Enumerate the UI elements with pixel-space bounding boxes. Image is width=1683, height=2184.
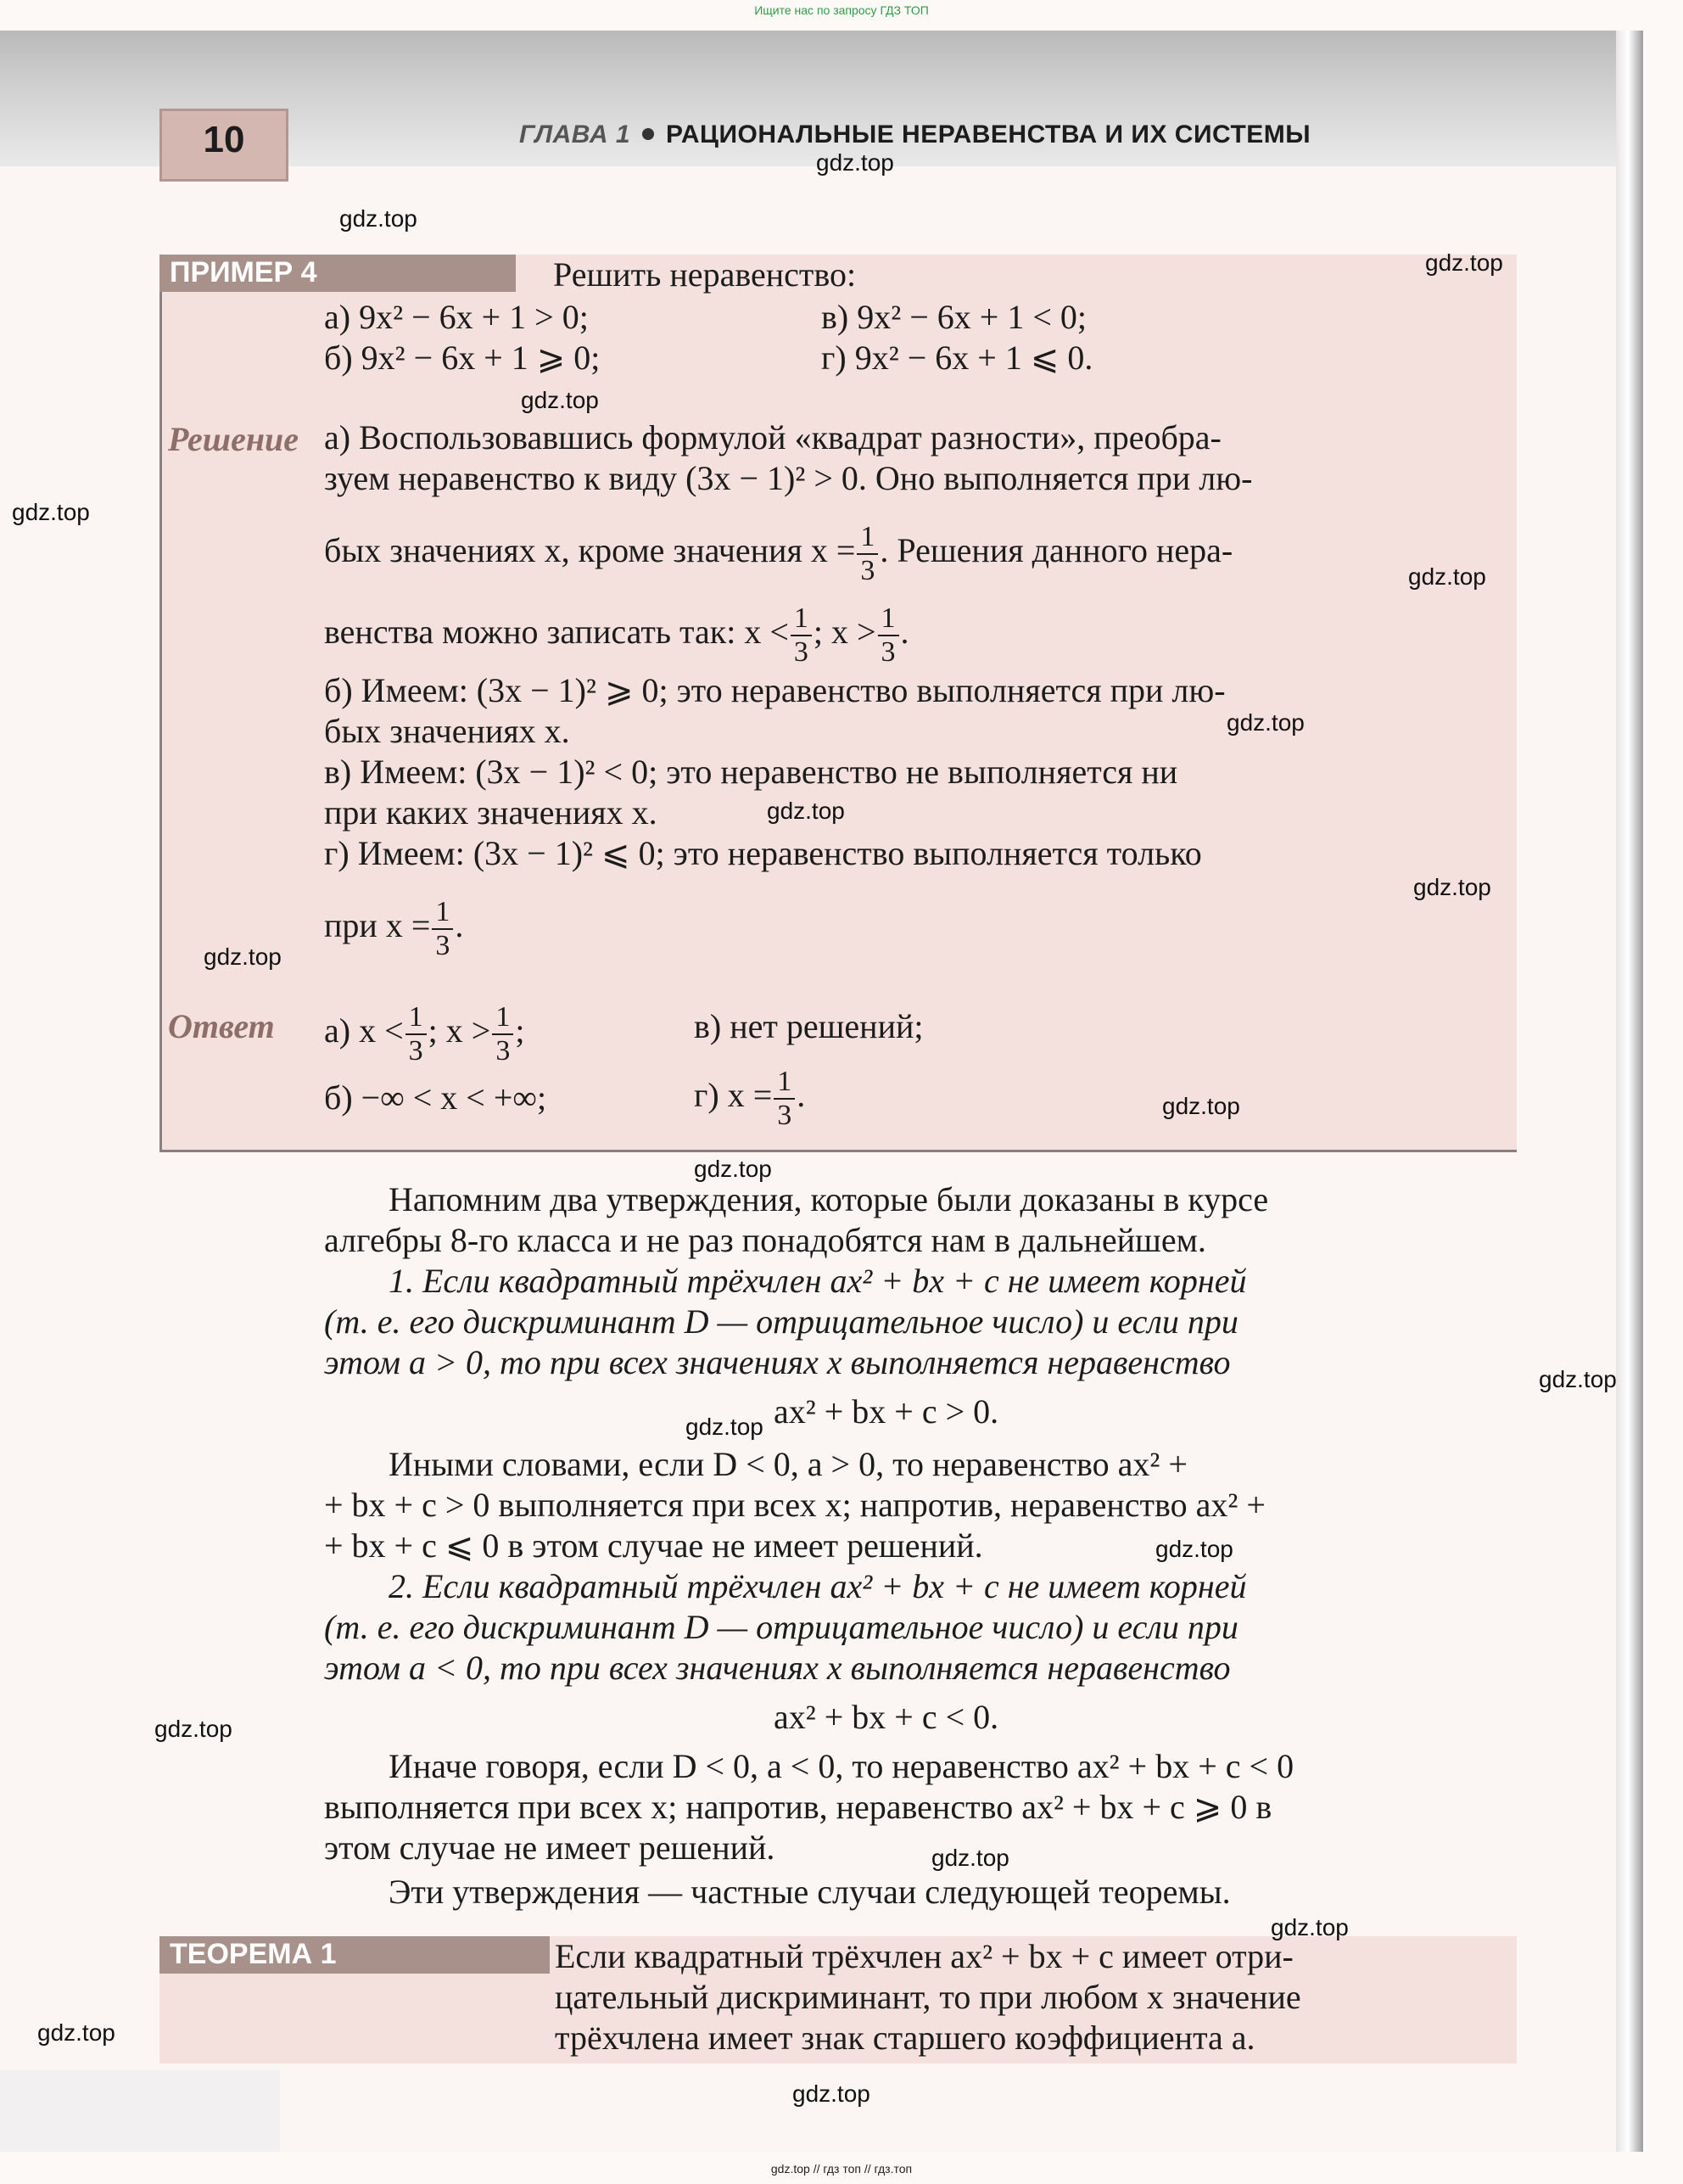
fraction-numerator: 1	[405, 1001, 427, 1035]
solution-text: венства можно записать так: x <	[324, 613, 789, 652]
solution-text: .	[900, 613, 909, 652]
statement-line: (т. е. его дискриминант D — отрицательное число) и если при	[324, 1302, 1238, 1341]
fraction-numerator: 1	[878, 602, 899, 636]
solution-line: б) Имеем: (3x − 1)² ⩾ 0; это неравенство выполняется при лю-	[324, 671, 1226, 709]
watermark: gdz.top	[767, 798, 845, 824]
fraction-denominator: 3	[881, 636, 896, 668]
watermark: gdz.top	[1162, 1093, 1240, 1119]
watermark: gdz.top	[339, 205, 417, 232]
answer-item-b: б) −∞ < x < +∞;	[324, 1078, 547, 1117]
solution-label: Решение	[168, 420, 299, 458]
bottom-note: gdz.top // гдз топ // гдз.топ	[770, 2162, 913, 2176]
fraction-denominator: 3	[408, 1035, 423, 1067]
body-line: алгебры 8-го класса и не раз понадобятся нам в дальнейшем.	[324, 1221, 1206, 1259]
fraction-denominator: 3	[860, 555, 875, 586]
watermark: gdz.top	[1271, 1914, 1349, 1940]
book-spine	[1616, 31, 1643, 2152]
solution-text: при x =	[324, 906, 431, 945]
body-line: Иными словами, если D < 0, a > 0, то неравенство ax² +	[389, 1445, 1188, 1483]
watermark: gdz.top	[931, 1845, 1009, 1871]
watermark: gdz.top	[154, 1716, 232, 1742]
statement-formula: ax² + bx + c < 0.	[774, 1698, 999, 1736]
body-line: Иначе говоря, если D < 0, a < 0, то неравенство ax² + bx + c < 0	[389, 1747, 1294, 1785]
statement-line: этом a > 0, то при всех значениях x выполняется неравенство	[324, 1343, 1231, 1381]
body-line: Эти утверждения — частные случаи следующей теоремы.	[389, 1873, 1231, 1911]
fraction	[492, 1001, 513, 1067]
answer-text: .	[797, 1076, 806, 1115]
watermark: gdz.top	[694, 1156, 772, 1182]
chapter-header	[519, 120, 1311, 149]
fraction	[791, 602, 812, 669]
statement-line: 2. Если квадратный трёхчлен ax² + bx + c не имеет корней	[389, 1567, 1247, 1605]
example-item-a: а) 9x² − 6x + 1 > 0;	[324, 298, 589, 336]
fraction-denominator: 3	[435, 930, 450, 961]
answer-text: ;	[515, 1011, 525, 1050]
fraction-numerator: 1	[774, 1066, 795, 1100]
watermark: gdz.top	[1539, 1366, 1617, 1392]
solution-text: ; x >	[813, 613, 876, 652]
solution-text: .	[455, 906, 464, 945]
fraction-numerator: 1	[432, 896, 453, 930]
fraction-numerator: 1	[791, 602, 812, 636]
example-item-g: г) 9x² − 6x + 1 ⩽ 0.	[821, 339, 1093, 377]
theorem-line: цательный дискриминант, то при любом x значение	[555, 1978, 1301, 2016]
answer-line	[694, 1066, 805, 1132]
watermark: gdz.top	[37, 2019, 115, 2046]
watermark: gdz.top	[204, 944, 282, 970]
watermark: gdz.top	[792, 2080, 870, 2107]
fraction-denominator: 3	[495, 1035, 511, 1067]
answer-text: г) x =	[694, 1076, 773, 1115]
fraction-numerator: 1	[492, 1001, 513, 1035]
page-margin-tab	[0, 2070, 280, 2152]
example-item-b: б) 9x² − 6x + 1 ⩾ 0;	[324, 339, 601, 377]
example-tag: ПРИМЕР 4	[159, 255, 516, 292]
solution-line: зуем неравенство к виду (3x − 1)² > 0. Оно выполняется при лю-	[324, 459, 1253, 497]
solution-line: бых значениях x.	[324, 712, 570, 750]
fraction	[857, 521, 878, 587]
body-line: Напомним два утверждения, которые были доказаны в курсе	[389, 1180, 1269, 1218]
watermark: gdz.top	[1413, 874, 1491, 900]
watermark: gdz.top	[521, 387, 599, 413]
example-task: Решить неравенство:	[553, 255, 857, 294]
body-line: выполняется при всех x; напротив, неравенство ax² + bx + c ⩾ 0 в	[324, 1788, 1272, 1826]
watermark: gdz.top	[1425, 249, 1503, 276]
solution-text: бых значениях x, кроме значения x =	[324, 531, 856, 570]
answer-text: а) x <	[324, 1011, 404, 1050]
body-line: этом случае не имеет решений.	[324, 1828, 775, 1867]
body-line: + bx + c > 0 выполняется при всех x; напротив, неравенство ax² +	[324, 1486, 1266, 1524]
answer-item-v: в) нет решений;	[694, 1007, 924, 1045]
watermark: gdz.top	[1408, 563, 1486, 590]
solution-line	[324, 602, 909, 669]
solution-line	[324, 521, 1233, 587]
fraction-denominator: 3	[793, 636, 808, 668]
watermark: gdz.top	[685, 1414, 763, 1440]
page-number: 10	[203, 119, 245, 160]
watermark: gdz.top	[1155, 1536, 1233, 1562]
solution-line: в) Имеем: (3x − 1)² < 0; это неравенство не выполняется ни	[324, 753, 1178, 791]
answer-label: Ответ	[168, 1007, 275, 1045]
statement-line: 1. Если квадратный трёхчлен ax² + bx + c не имеет корней	[389, 1262, 1247, 1300]
fraction	[432, 896, 453, 962]
fraction	[405, 1001, 427, 1067]
chapter-label: ГЛАВА 1	[519, 120, 630, 148]
body-line: + bx + c ⩽ 0 в этом случае не имеет решений.	[324, 1526, 983, 1565]
watermark: gdz.top	[12, 499, 90, 525]
bullet-icon	[642, 128, 654, 140]
solution-line	[324, 896, 463, 962]
fraction	[774, 1066, 795, 1132]
fraction-numerator: 1	[857, 521, 878, 555]
solution-text: . Решения данного нера-	[880, 531, 1233, 570]
example-item-v: в) 9x² − 6x + 1 < 0;	[821, 298, 1087, 336]
answer-line	[324, 1001, 524, 1067]
theorem-line: Если квадратный трёхчлен ax² + bx + c имеет отри-	[555, 1937, 1294, 1975]
answer-text: ; x >	[428, 1011, 491, 1050]
watermark: gdz.top	[1227, 709, 1305, 736]
solution-line: г) Имеем: (3x − 1)² ⩽ 0; это неравенство выполняется только	[324, 834, 1202, 872]
chapter-title: РАЦИОНАЛЬНЫЕ НЕРАВЕНСТВА И ИХ СИСТЕМЫ	[666, 120, 1311, 148]
fraction	[878, 602, 899, 669]
statement-line: этом a < 0, то при всех значениях x выполняется неравенство	[324, 1649, 1231, 1687]
top-note: Ищите нас по запросу ГДЗ ТОП	[754, 3, 929, 17]
statement-line: (т. е. его дискриминант D — отрицательное число) и если при	[324, 1608, 1238, 1646]
statement-formula: ax² + bx + c > 0.	[774, 1392, 999, 1431]
fraction-denominator: 3	[777, 1100, 792, 1131]
theorem-tag: ТЕОРЕМА 1	[159, 1936, 550, 1974]
solution-line: при каких значениях x.	[324, 793, 657, 832]
solution-line: а) Воспользовавшись формулой «квадрат разности», преобра-	[324, 418, 1222, 456]
watermark: gdz.top	[816, 149, 894, 176]
theorem-line: трёхчлена имеет знак старшего коэффициента a.	[555, 2019, 1255, 2057]
